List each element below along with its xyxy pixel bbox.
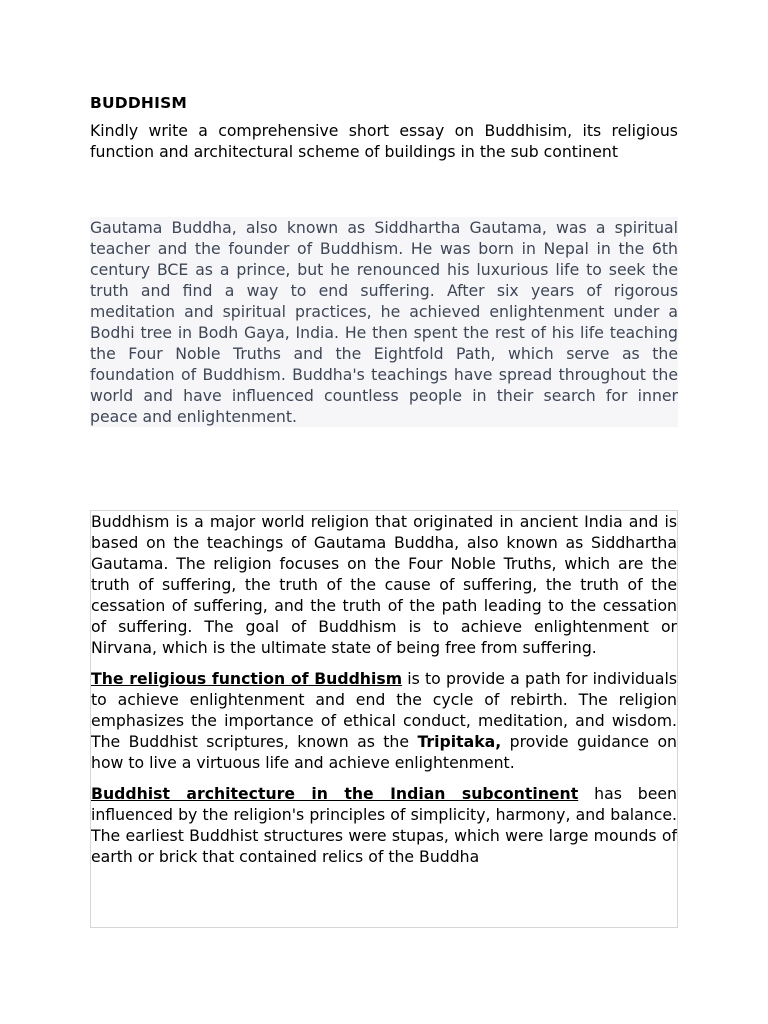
- architecture-heading: Buddhist architecture in the Indian subcontinent: [91, 784, 579, 803]
- paragraph-religious-function: [91, 668, 677, 773]
- religious-function-text-a: is to provide a path for individuals to achieve enlightenment and end the cycle of rebirth. The religion emphasizes the importance of ethical conduct, meditation, and wisdom. The Buddhist scriptures, known as the: [91, 669, 677, 751]
- intro-paragraph-highlighted: Gautama Buddha, also known as Siddhartha Gautama, was a spiritual teacher and the founder of Buddhism. He was born in Nepal in the 6th century BCE as a prince, but he renounced his luxurious life to seek the truth and find a way to end suffering. After six years of rigorous meditation and spiritual practices, he achieved enlightenment under a Bodhi tree in Bodh Gaya, India. He then spent the rest of his life teaching the Four Noble Truths and the Eightfold Path, which serve as the foundation of Buddhism. Buddha's teachings have spread throughout the world and have influenced countless people in their search for inner peace and enlightenment.: [90, 218, 678, 426]
- essay-prompt: Kindly write a comprehensive short essay on Buddhisim, its religious function and architectural scheme of buildings in the sub continent: [90, 121, 678, 161]
- tripitaka-term: Tripitaka,: [417, 732, 502, 751]
- religious-function-heading: The religious function of Buddhism: [91, 669, 403, 688]
- essay-text-box: [90, 510, 678, 928]
- paragraph-overview: Buddhism is a major world religion that originated in ancient India and is based on the teachings of Gautama Buddha, also known as Siddhartha Gautama. The religion focuses on the Four Noble Truths, which are the truth of suffering, the truth of the cause of suffering, the truth of the cessation of suffering, and the truth of the path leading to the cessation of suffering. The goal of Buddhism is to achieve enlightenment or Nirvana, which is the ultimate state of being free from suffering.: [91, 512, 677, 657]
- document-title: BUDDHISM: [90, 94, 188, 112]
- religious-function-text-b: provide guidance on how to live a virtuous life and achieve enlightenment.: [91, 732, 677, 772]
- paragraph-architecture: [91, 783, 677, 867]
- architecture-text: has been influenced by the religion's principles of simplicity, harmony, and balance. The earliest Buddhist structures were stupas, which were large mounds of earth or brick that contained relics of the Buddha: [91, 784, 677, 866]
